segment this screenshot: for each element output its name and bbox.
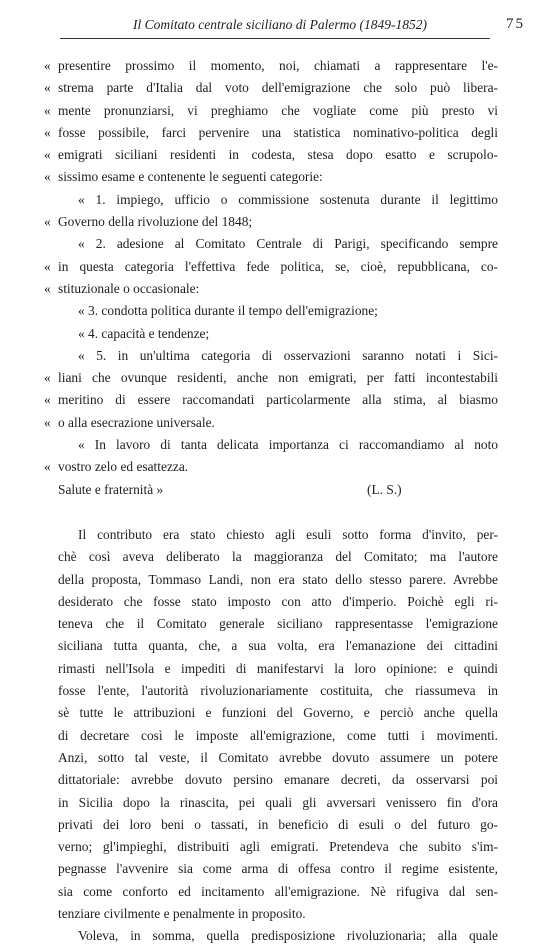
quote-line-text: Governo della rivoluzione del 1848;: [58, 214, 253, 230]
paragraph-line: [0, 792, 550, 814]
paragraph-line-text: Voleva, in somma, quella predisposizione rivoluzionaria; alla quale: [78, 928, 498, 944]
paragraph-line-text: sè tutte le attribuzioni e funzioni del Governo, e perciò anche quella: [58, 705, 498, 721]
quote-line: [0, 389, 550, 411]
quote-line: [0, 434, 550, 456]
quote-mark: «: [44, 214, 51, 230]
quote-mark: «: [44, 124, 51, 140]
quote-line-text: mente pronunziarsi, vi preghiamo che vogliate come più presto vi: [58, 102, 498, 118]
paragraph-line-text: sia come conforto ed incitamento all'emigrazione. Nè rifugiva dal sen-: [58, 883, 498, 899]
paragraph-line: [0, 925, 550, 947]
quote-line-text: « In lavoro di tanta delicata importanza ci raccomandiamo al noto: [78, 437, 498, 453]
quote-line: [0, 412, 550, 434]
quote-line-text: liani che ovunque residenti, anche non emigrati, per fatti incontestabili: [58, 370, 498, 386]
header-rule: [60, 38, 490, 39]
paragraph-line: [0, 881, 550, 903]
quote-mark: «: [44, 258, 51, 274]
quote-mark: «: [44, 280, 51, 296]
quote-line: [0, 278, 550, 300]
paragraph-line: [0, 747, 550, 769]
quote-line-text: vostro zelo ed esattezza.: [58, 459, 189, 475]
paragraph-line-text: verno; gl'impieghi, distribuiti agli emigrati. Pretendeva che subito s'im-: [58, 839, 498, 855]
quote-line-text: fosse possibile, farci pervenire una statistica nominativo-politica degli: [58, 124, 498, 140]
quote-line: [0, 345, 550, 367]
quote-mark: «: [44, 102, 51, 118]
quote-line-text: o alla esecrazione universale.: [58, 414, 215, 430]
quote-mark: «: [44, 370, 51, 386]
quote-line-text: emigrati siciliani residenti in codesta, stesa dopo esatto e scrupolo-: [58, 147, 498, 163]
paragraph-line: [0, 769, 550, 791]
quoted-letter: [0, 55, 550, 479]
quote-mark: «: [44, 392, 51, 408]
paragraph-line: [0, 814, 550, 836]
quote-line-text: sissimo esame e contenente le seguenti categorie:: [58, 169, 323, 185]
seal-mark: (L. S.): [367, 481, 402, 497]
quote-line: [0, 367, 550, 389]
paragraph-line: [0, 858, 550, 880]
quote-line-text: « 2. adesione al Comitato Centrale di Parigi, specificando sempre: [78, 236, 498, 252]
paragraph-line-text: siciliana tutta quanta, che, a sua volta, era l'emanazione dei cittadini: [58, 638, 498, 654]
quote-line: [0, 256, 550, 278]
quote-mark: «: [44, 459, 51, 475]
quote-line-text: « 4. capacità e tendenze;: [78, 325, 210, 341]
quote-line: [0, 100, 550, 122]
body-paragraph: [0, 524, 550, 948]
quote-line-text: « 3. condotta politica durante il tempo dell'emigrazione;: [78, 303, 378, 319]
quote-line-text: meritino di essere raccomandati particolarmente alla stima, al biasmo: [58, 392, 498, 408]
paragraph-line: [0, 702, 550, 724]
paragraph-line-text: desiderato che fosse stato imposto con atto d'imperio. Poichè egli ri-: [58, 593, 498, 609]
paragraph-line-text: Il contributo era stato chiesto agli esuli sotto forma d'invito, per-: [78, 526, 498, 542]
quote-line: [0, 211, 550, 233]
paragraph-line: [0, 569, 550, 591]
paragraph-line: [0, 903, 550, 925]
paragraph-line: [0, 836, 550, 858]
paragraph-line: [0, 635, 550, 657]
paragraph-line: [0, 680, 550, 702]
paragraph-line: [0, 725, 550, 747]
quote-line-text: stituzionale o occasionale:: [58, 280, 200, 296]
salutation: Salute e fraternità »: [58, 481, 164, 497]
quote-line-text: in questa categoria l'effettiva fede politica, se, cioè, repubblicana, co-: [58, 258, 498, 274]
running-title: Il Comitato centrale siciliano di Palermo (1849-1852): [133, 17, 427, 32]
paragraph-line-text: privati dei loro beni o tassati, in beneficio di esuli o del futuro go-: [58, 816, 498, 832]
paragraph-line-text: teneva che il Comitato generale siciliano rappresentasse l'emigrazione: [58, 616, 498, 632]
paragraph-line-text: chè così aveva deliberato la maggioranza del Comitato; ma l'autore: [58, 549, 498, 565]
quote-line-text: presentire prossimo il momento, noi, chiamati a rappresentare l'e-: [58, 58, 498, 73]
quote-line: [0, 144, 550, 166]
paragraph-line-text: tenziare civilmente e penalmente in proposito.: [58, 905, 306, 921]
paragraph-line: [0, 658, 550, 680]
paragraph-line: [0, 613, 550, 635]
page-number: 75: [506, 16, 525, 32]
paragraph-line-text: rimasti nell'Isola e impediti di manifestarvi la loro opinione: e quindi: [58, 660, 498, 676]
page-body: [0, 55, 550, 948]
quote-mark: «: [44, 80, 51, 96]
quote-line: [0, 55, 550, 77]
quote-line: [0, 189, 550, 211]
quote-line-text: strema parte d'Italia dal voto dell'emigrazione che solo può libera-: [58, 80, 498, 96]
paragraph-line-text: della proposta, Tommaso Landi, non era stato dello stesso parere. Avrebbe: [58, 571, 498, 587]
quote-mark: «: [44, 414, 51, 430]
quote-mark: «: [44, 169, 51, 185]
quote-line: [0, 300, 550, 322]
quote-line: [0, 323, 550, 345]
paragraph-line-text: di decretare così le imposte all'emigrazione, come tutti i movimenti.: [58, 727, 498, 743]
paragraph-line-text: Anzi, sotto tal veste, il Comitato avrebbe dovuto assumere un potere: [58, 749, 498, 765]
paragraph-line-text: in Sicilia dopo la rinascita, pei quali gli avversari venissero fin d'ora: [58, 794, 498, 810]
paragraph-line: [0, 546, 550, 568]
quote-line: [0, 233, 550, 255]
paragraph-line: [0, 524, 550, 546]
quote-line: [0, 456, 550, 478]
salutation-line: [0, 479, 550, 501]
quote-line-text: « 1. impiego, ufficio o commissione sostenuta durante il legittimo: [78, 191, 498, 207]
paragraph-line-text: fosse l'ente, l'autorità rivoluzionariamente costituita, che riassumeva in: [58, 683, 498, 699]
paragraph-line-text: pegnasse l'avvenire sia come arma di offesa contro il regime esistente,: [58, 861, 498, 877]
quote-line: [0, 122, 550, 144]
paragraph-line-text: dittatoriale: avrebbe dovuto persino emanare decreti, da osservarsi poi: [58, 772, 498, 788]
quote-line-text: « 5. in un'ultima categoria di osservazioni saranno notati i Sici-: [78, 347, 498, 363]
paragraph-gap: [0, 501, 550, 524]
quote-line: [0, 166, 550, 188]
paragraph-line: [0, 591, 550, 613]
quote-mark: «: [44, 58, 51, 73]
quote-line: [0, 77, 550, 99]
quote-mark: «: [44, 147, 51, 163]
